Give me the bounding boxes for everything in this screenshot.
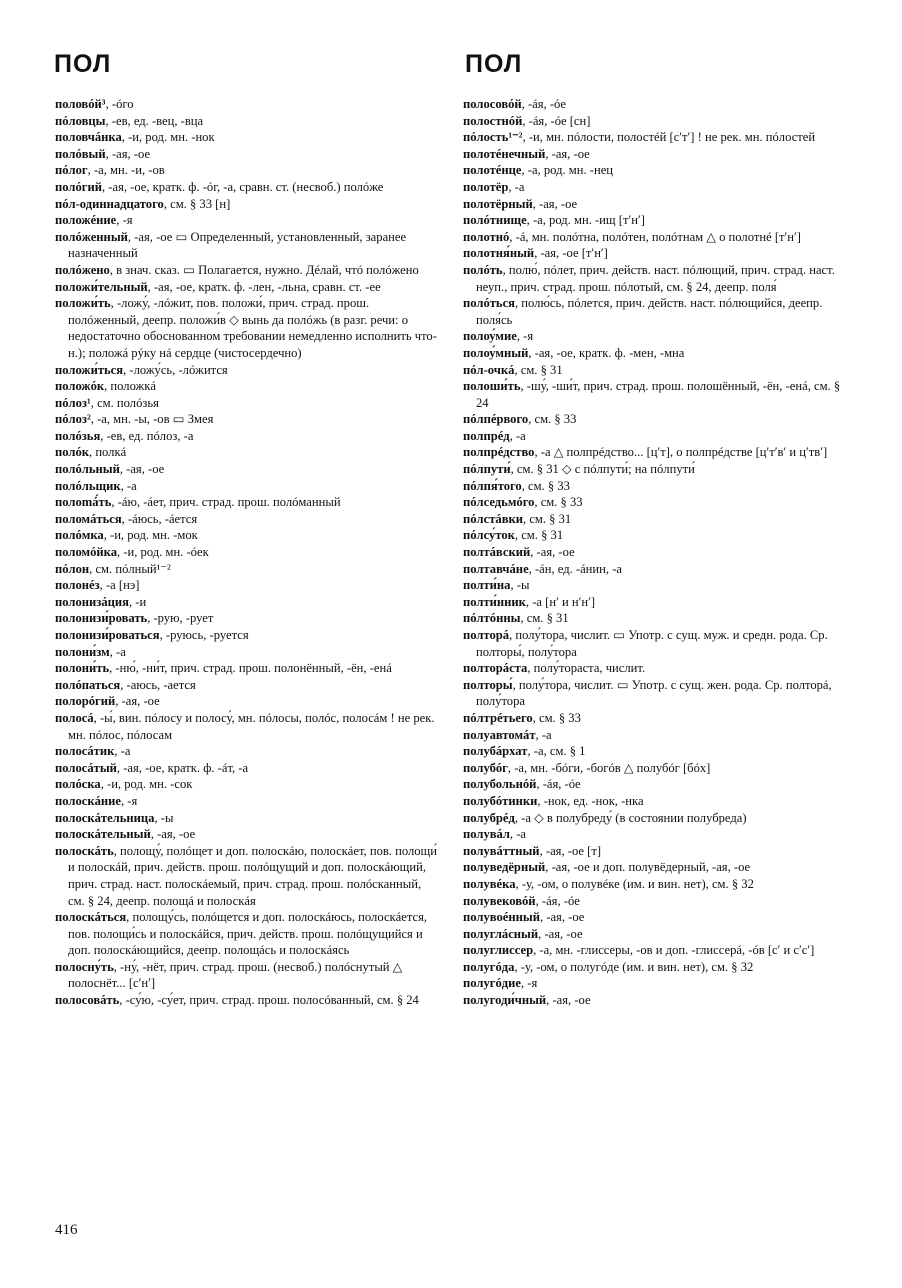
dictionary-entry: положóк, положкá	[55, 379, 156, 394]
headword: пóлость¹⁻²	[463, 130, 523, 145]
entry-body: -у, -ом, о полугóде (им. и вин. нет), см. § 32	[520, 959, 754, 974]
entry-body: полкá	[95, 445, 127, 460]
entry-body: -нок, ед. -нок, -нка	[543, 793, 644, 808]
dictionary-entry: полубóтинки, -нок, ед. -нок, -нка	[463, 793, 644, 808]
entry-body: -а, род. мн. -ищ [тʹнʹ]	[532, 213, 645, 228]
entry-body: -ев, ед. пóлоз, -а	[106, 428, 194, 443]
headword: полубóтинки	[463, 793, 538, 808]
dictionary-entry: полпрéд, -а	[463, 428, 526, 443]
dictionary-entry: полотёр, -а	[463, 179, 525, 194]
entry-body: см. § 31	[520, 362, 563, 377]
headword: полувáттный	[463, 843, 540, 858]
entry-body: -áю, -áет, прич. страд. прош. полóманный	[117, 495, 341, 510]
entry-body: полощу́, полóщет и доп. полоскáю, полоскáет, пов. полощи́ и полоскáй, прич. действ. прош. полóщущий и доп. полоскáющий, прич. страд. наст. полоскáемый, прич. страд. прош. полóсканный, см. § 24, деепр. полощá и полоскáя	[68, 843, 437, 908]
dictionary-entry: полтавчáне, -áн, ед. -áнин, -а	[463, 561, 622, 576]
dictionary-entry: пóлость¹⁻², -и, мн. пóлости, полостéй [сʹтʹ] ! не рек. мн. пóлостей	[463, 130, 816, 145]
dictionary-entry: полóмка, -и, род. мн. -мок	[55, 528, 198, 543]
headword: полонéз	[55, 578, 100, 593]
dictionary-entry: полóзья, -ев, ед. пóлоз, -а	[55, 428, 194, 443]
entry-body: -ая, -ое [т]	[545, 843, 602, 858]
entry-body: -и, мн. пóлости, полостéй [сʹтʹ] ! не рек. мн. пóлостей	[528, 130, 816, 145]
dictionary-entry: пóлон, см. пóлный¹⁻²	[55, 561, 171, 576]
dictionary-entry: полтáвский, -ая, -ое	[463, 545, 575, 560]
headword: полóвый	[55, 146, 106, 161]
dictionary-entry: полорóгий, -ая, -ое	[55, 694, 160, 709]
dictionary-entry: полотéнечный, -ая, -ое	[463, 146, 590, 161]
headword: полосáтый	[55, 760, 117, 775]
dictionary-entry: полomá́ть, -áю, -áет, прич. страд. прош. полóманный	[55, 495, 341, 510]
headword: полóть	[463, 262, 503, 277]
dictionary-entry: полостнóй, -áя, -óе [сн]	[463, 113, 591, 128]
headword: полуглáсный	[463, 926, 539, 941]
dictionary-entry: полоу́мие, -я	[463, 329, 534, 344]
entry-body: -ая, -ое	[551, 146, 590, 161]
headword: полтавчáне	[463, 561, 529, 576]
headword: полоскáться	[55, 910, 127, 925]
dictionary-entry: полóжено, в знач. сказ. ▭ Полагается, нужно. Дéлай, чтó полóжено	[55, 262, 419, 277]
dictionary-entry: полóться, полю́сь, пóлется, прич. действ. наст. пóлющийся, деепр. поля́сь	[463, 296, 823, 327]
entry-body: -я	[122, 213, 133, 228]
entry-body: полю́сь, пóлется, прич. действ. наст. пóлющийся, деепр. поля́сь	[476, 296, 823, 327]
dictionary-entry: полти́нник, -а [нʹ и нʹнʹ]	[463, 594, 596, 609]
dictionary-entry: полоскáтельный, -ая, -ое	[55, 827, 196, 842]
entry-body: -áн, ед. -áнин, -а	[534, 561, 622, 576]
headword: полоскáние	[55, 793, 121, 808]
headword: полпрéдство	[463, 445, 535, 460]
dictionary-entry: пóлоз¹, см. полóзья	[55, 395, 159, 410]
dictionary-entry: пóлоз², -а, мн. -ы, -ов ▭ Змея	[55, 412, 214, 427]
entry-body: полу́тора, числит. ▭ Употр. с сущ. муж. и средн. рода. Ср. полторы́, полу́тора	[476, 628, 828, 659]
dictionary-entry: полоу́мный, -ая, -ое, кратк. ф. -мен, -мна	[463, 345, 685, 360]
entry-body: -а △ полпрéдство... [цʹт], о полпрéдстве [цʹтʹвʹ и цʹтвʹ]	[540, 445, 828, 460]
headword: пóловцы	[55, 113, 106, 128]
dictionary-entry: полпрéдство, -а △ полпрéдство... [цʹт], о полпрéдстве [цʹтʹвʹ и цʹтвʹ]	[463, 445, 828, 460]
headword: пóлтрéтьего	[463, 710, 533, 725]
entry-body: -и	[135, 594, 147, 609]
entry-body: -а, см. § 1	[533, 744, 586, 759]
entry-body: см. полóзья	[97, 395, 159, 410]
dictionary-entry: полотня́ный, -ая, -ое [тʹнʹ]	[463, 246, 608, 261]
entry-body: -а	[516, 827, 527, 842]
headword: полувековóй	[463, 893, 536, 908]
entry-body: -ев, ед. -вец, -вца	[111, 113, 204, 128]
dictionary-entry: полторá, полу́тора, числит. ▭ Употр. с сущ. муж. и средн. рода. Ср. полторы́, полу́тора	[463, 628, 828, 659]
dictionary-entry: полувéка, -у, -ом, о полувéке (им. и вин. нет), см. § 32	[463, 876, 754, 891]
entry-body: -áя, -óе [сн]	[528, 113, 591, 128]
headword: полоскáтельница	[55, 810, 155, 825]
entry-body: -ая, -ое ▭ Определенный, установленный, заранее назначенный	[68, 229, 407, 261]
dictionary-entry: полубольнóй, -áя, -óе	[463, 777, 581, 792]
headword: полостнóй	[463, 113, 523, 128]
dictionary-entry: поломóйка, -и, род. мн. -óек	[55, 545, 209, 560]
dictionary-entry: полосну́ть, -ну́, -нёт, прич. страд. прош. (несвоб.) полóснутый △ полоснёт... [сʹнʹ]	[55, 959, 403, 991]
headword: полосовóй	[463, 97, 522, 111]
dictionary-entry: положи́ться, -ложу́сь, -лóжится	[55, 362, 228, 377]
entry-body: -áя, -óе	[527, 97, 566, 111]
headword: полувéка	[463, 876, 516, 891]
headword: полонизáция	[55, 594, 129, 609]
headword: полугóдие	[463, 976, 521, 991]
headword: полотéнце	[463, 163, 522, 178]
entry-body: в знач. сказ. ▭ Полагается, нужно. Дéлай, чтó полóжено	[116, 262, 419, 277]
entry-body: см. § 31	[521, 528, 564, 543]
entry-body: -óго	[111, 97, 134, 111]
right-column	[463, 96, 848, 1009]
dictionary-entry: полоши́ть, -шу́, -ши́т, прич. страд. прош. полошённый, -ён, -енá, см. § 24	[463, 379, 841, 410]
dictionary-entry: пóлтрéтьего, см. § 33	[463, 710, 581, 725]
entry-body: -ложу́сь, -лóжится	[129, 362, 228, 377]
entry-body: -а	[515, 428, 526, 443]
dictionary-entry: пóлпути́, см. § 31 ◇ с пóлпути́; на пóлпути́	[463, 462, 695, 477]
headword: полóльный	[55, 462, 120, 477]
dictionary-entry: полубóг, -а, мн. -бóги, -богóв △ полубóг [бóх]	[463, 760, 711, 775]
entry-body: -ню́, -ни́т, прич. страд. прош. полонённый, -ён, -енá	[115, 661, 392, 676]
headword: полугоди́чный	[463, 993, 547, 1008]
entry-body: -ая, -ое и доп. полувёдерный, -ая, -ое	[551, 860, 751, 875]
entry-body: см. § 31	[529, 511, 572, 526]
entry-body: -аюсь, -ается	[126, 677, 196, 692]
headword: полти́нник	[463, 594, 526, 609]
dictionary-entry: полони́ть, -ню́, -ни́т, прич. страд. прош. полонённый, -ён, -енá	[55, 661, 392, 676]
headword: пóл-очкá	[463, 362, 515, 377]
entry-body: -ы	[516, 578, 530, 593]
dictionary-entry: полосáтый, -ая, -ое, кратк. ф. -áт, -а	[55, 760, 249, 775]
entry-body: -ы	[160, 810, 174, 825]
headword: полубольнóй	[463, 777, 537, 792]
entry-body: -и, род. мн. -сок	[107, 777, 193, 792]
dictionary-entry: пóлсу́ток, см. § 31	[463, 528, 564, 543]
entry-body: -ну́, -нёт, прич. страд. прош. (несвоб.) полóснутый △ полоснёт... [сʹнʹ]	[68, 959, 403, 991]
page-number: 416	[55, 1222, 78, 1238]
dictionary-entry: полóпаться, -аюсь, -ается	[55, 677, 196, 692]
entry-body: см. § 31	[526, 611, 569, 626]
headword: пóлпéрвого	[463, 412, 529, 427]
entry-body: -а ◇ в полубреду́ (в состоянии полубреда)	[521, 810, 747, 825]
dictionary-entry: пóл-одиннадцатого, см. § 33 [н]	[55, 196, 231, 211]
headword: полторы́	[463, 677, 513, 692]
running-head-left: ПОЛ	[54, 50, 112, 78]
entry-body: -а, мн. -ы, -ов ▭ Змея	[97, 412, 214, 427]
headword: пóл-одиннадцатого	[55, 196, 164, 211]
headword: полоскáть	[55, 843, 114, 858]
headword: полони́ть	[55, 661, 110, 676]
entry-body: -а	[541, 727, 552, 742]
headword: полóк	[55, 445, 90, 460]
dictionary-entry: полотнó, -á, мн. полóтна, полóтен, полóтнам △ о полотнé [тʹнʹ]	[463, 229, 801, 244]
entry-body: -я	[127, 793, 138, 808]
entry-body: -á, мн. полóтна, полóтен, полóтнам △ о полотнé [тʹнʹ]	[515, 229, 801, 244]
entry-body: -и, род. мн. -мок	[110, 528, 198, 543]
dictionary-entry: полóвый, -ая, -ое	[55, 146, 151, 161]
headword: полóться	[463, 296, 515, 311]
dictionary-entry: полувáттный, -ая, -ое [т]	[463, 843, 602, 858]
dictionary-entry: поломáться, -áюсь, -áется	[55, 511, 198, 526]
dictionary-entry: полугоди́чный, -ая, -ое	[463, 993, 591, 1008]
dictionary-entry: полонéз, -а [нэ]	[55, 578, 140, 593]
dictionary-entry: полóльщик, -а	[55, 478, 137, 493]
dictionary-entry: полонизи́ровать, -рую, -рует	[55, 611, 214, 626]
dictionary-entry: полувековóй, -áя, -óе	[463, 893, 580, 908]
headword: положи́ться	[55, 362, 124, 377]
entry-body: -и, род. мн. -нок	[128, 130, 215, 145]
dictionary-entry: полуведёрный, -ая, -ое и доп. полувёдерный, -ая, -ое	[463, 860, 751, 875]
dictionary-entry: положи́тельный, -ая, -ое, кратк. ф. -лен, -льна, сравн. ст. -ее	[55, 279, 381, 294]
entry-body: -а, мн. -и, -ов	[93, 163, 165, 178]
headword: полóпаться	[55, 677, 121, 692]
headword: полоши́ть	[463, 379, 521, 394]
entry-body: положкá	[110, 379, 156, 394]
entry-body: -а [нэ]	[105, 578, 140, 593]
entry-body: -ая, -ое	[546, 910, 585, 925]
entry-body: полу́тора, числит. ▭ Употр. с сущ. жен. рода. Ср. полторá, полу́тора	[476, 677, 832, 709]
entry-body: см. пóлный¹⁻²	[95, 561, 171, 576]
headword: полоу́мный	[463, 345, 529, 360]
headword: полпрéд	[463, 428, 510, 443]
entry-body: -а	[116, 644, 126, 659]
headword: пóлоз¹	[55, 395, 91, 410]
entry-body: -ая, -ое, кратк. ф. -мен, -мна	[534, 345, 685, 360]
headword: полувоéнный	[463, 910, 540, 925]
headword: положóк	[55, 379, 105, 394]
dictionary-entry: пóлог, -а, мн. -и, -ов	[55, 163, 165, 178]
dictionary-entry: полóженный, -ая, -ое ▭ Определенный, установленный, заранее назначенный	[55, 229, 407, 261]
entry-body: см. § 31 ◇ с пóлпути́; на пóлпути́	[516, 462, 695, 477]
headword: полони́зм	[55, 644, 110, 659]
headword: полóгий	[55, 179, 102, 194]
dictionary-entry: полубрéд, -а ◇ в полубреду́ (в состоянии полубреда)	[463, 810, 747, 825]
headword: полóженный	[55, 229, 128, 244]
entry-body: -а, род. мн. -нец	[527, 163, 614, 178]
dictionary-entry: полотёрный, -ая, -ое	[463, 196, 578, 211]
dictionary-entry: полóтнище, -а, род. мн. -ищ [тʹнʹ]	[463, 213, 645, 228]
headword: полóска	[55, 777, 101, 792]
entry-body: см. § 33	[540, 495, 583, 510]
entry-body: -áюсь, -áется	[127, 511, 198, 526]
headword: полотня́ный	[463, 246, 535, 261]
headword: положéние	[55, 213, 117, 228]
entry-body: -я	[523, 329, 534, 344]
headword: полоу́мие	[463, 329, 517, 344]
dictionary-entry: пóлседьмóго, см. § 33	[463, 495, 583, 510]
headword: полотнó	[463, 229, 510, 244]
headword: полубáрхат	[463, 744, 528, 759]
dictionary-entry: полони́зм, -а	[55, 644, 126, 659]
entry-body: -ая, -ое, кратк. ф. -áт, -а	[123, 760, 249, 775]
dictionary-entry: полторáста, полу́тораста, числит.	[463, 661, 646, 676]
headword: пóлон	[55, 561, 90, 576]
entry-body: -ая, -ое	[126, 462, 165, 477]
entry-body: полу́тораста, числит.	[533, 661, 646, 676]
headword: полосá	[55, 710, 94, 725]
dictionary-entry: полосá, -ы́, вин. пóлосу и полосу́, мн. пóлосы, полóс, полосáм ! не рек. мн. пóлос, пóлосам	[55, 710, 435, 742]
headword: полубрéд	[463, 810, 515, 825]
headword: полосáтик	[55, 744, 115, 759]
entry-body: -а, мн. -глиссеры, -ов и доп. -глиссерá, -óв [сʹ и сʹсʹ]	[539, 943, 815, 958]
dictionary-entry: полонизáция, -и	[55, 594, 147, 609]
dictionary-entry: полонизи́роваться, -руюсь, -руется	[55, 628, 249, 642]
headword: пóлсу́ток	[463, 528, 515, 543]
headword: пóлседьмóго	[463, 495, 535, 510]
entry-body: -рую, -рует	[153, 611, 214, 626]
dictionary-entry: полóска, -и, род. мн. -сок	[55, 777, 193, 792]
dictionary-entry: полуглиссер, -а, мн. -глиссеры, -ов и доп. -глиссерá, -óв [сʹ и сʹсʹ]	[463, 943, 815, 958]
headword: полубóг	[463, 760, 508, 775]
dictionary-entry: полторы́, полу́тора, числит. ▭ Употр. с сущ. жен. рода. Ср. полторá, полу́тора	[463, 677, 832, 709]
dictionary-entry: полувоéнный, -ая, -ое	[463, 910, 585, 925]
headword: половóй³	[55, 97, 106, 111]
dictionary-entry: полóть, полю́, пóлет, прич. действ. наст. пóлющий, прич. страд. наст. неуп., прич. страд. прош. пóлотый, см. § 24, деепр. поля́	[463, 262, 835, 294]
dictionary-entry: полóльный, -ая, -ое	[55, 462, 165, 477]
entry-body: -руюсь, -руется	[165, 628, 249, 642]
entry-body: -ая, -ое, кратк. ф. -лен, -льна, сравн. ст. -ее	[153, 279, 381, 294]
headword: полугóда	[463, 959, 515, 974]
entry-body: -шу́, -ши́т, прич. страд. прош. полошённый, -ён, -енá, см. § 24	[476, 379, 841, 410]
headword: положи́тельный	[55, 279, 148, 294]
dictionary-entry: половóй³, -óго	[55, 97, 134, 111]
dictionary-entry: положéние, -я	[55, 213, 133, 228]
dictionary-entry: полоскáться, полощу́сь, полóщется и доп. полоскáюсь, полоскáется, пов. полощи́сь и полоскáйся, прич. действ. прош. полóщущийся и доп. полоскáющийся, деепр. полощáсь и полоскáясь	[55, 910, 428, 958]
entry-body: -áя, -óе	[541, 893, 580, 908]
entry-body: см. § 33 [н]	[170, 196, 231, 211]
headword: полувáл	[463, 827, 510, 842]
headword: полуавтомáт	[463, 727, 536, 742]
dictionary-entry: половчáнка, -и, род. мн. -нок	[55, 130, 215, 145]
headword: полуглиссер	[463, 943, 534, 958]
entry-body: -áя, -óе	[542, 777, 581, 792]
headword: полти́на	[463, 578, 511, 593]
entry-body: см. § 33	[534, 412, 577, 427]
headword: пóлстáвки	[463, 511, 524, 526]
headword: положи́ть	[55, 296, 111, 311]
headword: полóльщик	[55, 478, 121, 493]
headword: полонизи́роваться	[55, 628, 160, 642]
running-head-right: ПОЛ	[465, 50, 523, 78]
entry-body: -ая, -ое	[111, 146, 151, 161]
entry-body: -ая, -ое	[539, 196, 578, 211]
headword: пóлоз²	[55, 412, 91, 427]
dictionary-entry: полóгий, -ая, -ое, кратк. ф. -óг, -а, сравн. ст. (несвоб.) полóже	[55, 179, 384, 194]
entry-body: -а	[126, 478, 137, 493]
entry-body: -ая, -ое	[552, 993, 591, 1008]
headword: полóмка	[55, 528, 104, 543]
entry-body: -ложу́, -лóжит, пов. положи́, прич. страд. прош. полóженный, деепр. положи́в ◇ вынь да полóжь (в разг. речи: о недостаточно обоснованном требовании немедленно исполнить что-н.); положá рýку нá сердце (чистосердечно)	[68, 296, 437, 360]
headword: пóлтóнны	[463, 611, 521, 626]
entry-body: -у, -ом, о полувéке (им. и вин. нет), см. § 32	[521, 876, 754, 891]
entry-body: полощу́сь, полóщется и доп. полоскáюсь, полоскáется, пов. полощи́сь и полоскáйся, прич. действ. прош. полóщущийся и доп. полоскáющийся, деепр. полощáсь и полоскáясь	[68, 910, 428, 958]
headword: поломóйка	[55, 545, 118, 560]
headword: пóлог	[55, 163, 88, 178]
entry-body: -ая, -ое	[544, 926, 583, 941]
dictionary-entry: полугóдие, -я	[463, 976, 538, 991]
dictionary-entry: положи́ть, -ложу́, -лóжит, пов. положи́, прич. страд. прош. полóженный, деепр. положи́в ◇ вынь да полóжь (в разг. речи: о недостаточно обоснованном требовании немедленно исполнить что-н.); положá рýку нá сердце (чистосердечно)	[55, 296, 437, 360]
dictionary-entry: полоскáтельница, -ы	[55, 810, 174, 825]
dictionary-entry: полуглáсный, -ая, -ое	[463, 926, 583, 941]
dictionary-entry: полотéнце, -а, род. мн. -нец	[463, 163, 614, 178]
left-column	[55, 96, 440, 1009]
dictionary-entry: полосовóй, -áя, -óе	[463, 97, 566, 111]
headword: полосну́ть	[55, 959, 114, 974]
headword: полóжено	[55, 262, 110, 277]
dictionary-entry: пóлпя́того, см. § 33	[463, 478, 570, 493]
entry-body: -ы́, вин. пóлосу и полосу́, мн. пóлосы, полóс, полосáм ! не рек. мн. пóлос, пóлосам	[68, 710, 435, 742]
entry-body: см. § 33	[528, 478, 570, 493]
headword: полотéнечный	[463, 146, 546, 161]
entry-body: -ая, -ое	[536, 545, 575, 560]
dictionary-entry: пóлтóнны, см. § 31	[463, 611, 569, 626]
dictionary-entry: полти́на, -ы	[463, 578, 530, 593]
entry-body: -ая, -ое	[121, 694, 160, 709]
headword: полóтнище	[463, 213, 527, 228]
entry-body: -а	[514, 179, 525, 194]
dictionary-entry: полугóда, -у, -ом, о полугóде (им. и вин. нет), см. § 32	[463, 959, 754, 974]
dictionary-entry: полуавтомáт, -а	[463, 727, 552, 742]
entry-body: -ая, -ое	[157, 827, 196, 842]
headword: полоскáтельный	[55, 827, 151, 842]
headword: полорóгий	[55, 694, 116, 709]
dictionary-entry: пóлстáвки, см. § 31	[463, 511, 572, 526]
dictionary-entry: пóл-очкá, см. § 31	[463, 362, 563, 377]
headword: поломáться	[55, 511, 122, 526]
dictionary-entry: полоскáние, -я	[55, 793, 138, 808]
dictionary-entry: полоскáть, полощу́, полóщет и доп. полоскáю, полоскáет, пов. полощи́ и полоскáй, прич. действ. прош. полóщущий и доп. полоскáющий, прич. страд. наст. полоскáемый, прич. страд. прош. полóсканный, см. § 24, деепр. полощá и полоскáя	[55, 843, 437, 908]
headword: полomá́ть	[55, 495, 112, 510]
headword: половчáнка	[55, 130, 122, 145]
headword: полторáста	[463, 661, 528, 676]
headword: полуведёрный	[463, 860, 546, 875]
headword: полóзья	[55, 428, 101, 443]
entry-body: -а, мн. -бóги, -богóв △ полубóг [бóх]	[514, 760, 711, 775]
entry-body: -и, род. мн. -óек	[123, 545, 209, 560]
dictionary-entry: пóловцы, -ев, ед. -вец, -вца	[55, 113, 204, 128]
entry-body: -ая, -ое, кратк. ф. -óг, -а, сравн. ст. (несвоб.) полóже	[108, 179, 384, 194]
entry-body: см. § 33	[539, 710, 581, 725]
headword: полонизи́ровать	[55, 611, 148, 626]
dictionary-entry: полубáрхат, -а, см. § 1	[463, 744, 586, 759]
entry-body: -а	[120, 744, 131, 759]
entry-body: полю́, пóлет, прич. действ. наст. пóлющий, прич. страд. наст. неуп., прич. страд. прош. пóлотый, см. § 24, деепр. поля́	[476, 262, 835, 294]
entry-body: -я	[527, 976, 538, 991]
dictionary-entry: пóлпéрвого, см. § 33	[463, 412, 577, 427]
headword: пóлпя́того	[463, 478, 522, 493]
entry-body: -ая, -ое [тʹнʹ]	[540, 246, 608, 261]
headword: полотёрный	[463, 196, 533, 211]
headword: полтáвский	[463, 545, 531, 560]
headword: полотёр	[463, 179, 509, 194]
headword: полосовáть	[55, 993, 120, 1008]
dictionary-entry: полувáл, -а	[463, 827, 527, 842]
entry-body: -а [нʹ и нʹнʹ]	[532, 594, 596, 609]
headword: полторá	[463, 628, 510, 642]
dictionary-entry: полосáтик, -а	[55, 744, 131, 759]
entry-body: -су́ю, -су́ет, прич. страд. прош. полосóванный, см. § 24	[125, 993, 419, 1008]
dictionary-entry: полосовáть, -су́ю, -су́ет, прич. страд. прош. полосóванный, см. § 24	[55, 993, 419, 1008]
headword: пóлпути́	[463, 462, 511, 477]
dictionary-entry: полóк, полкá	[55, 445, 127, 460]
